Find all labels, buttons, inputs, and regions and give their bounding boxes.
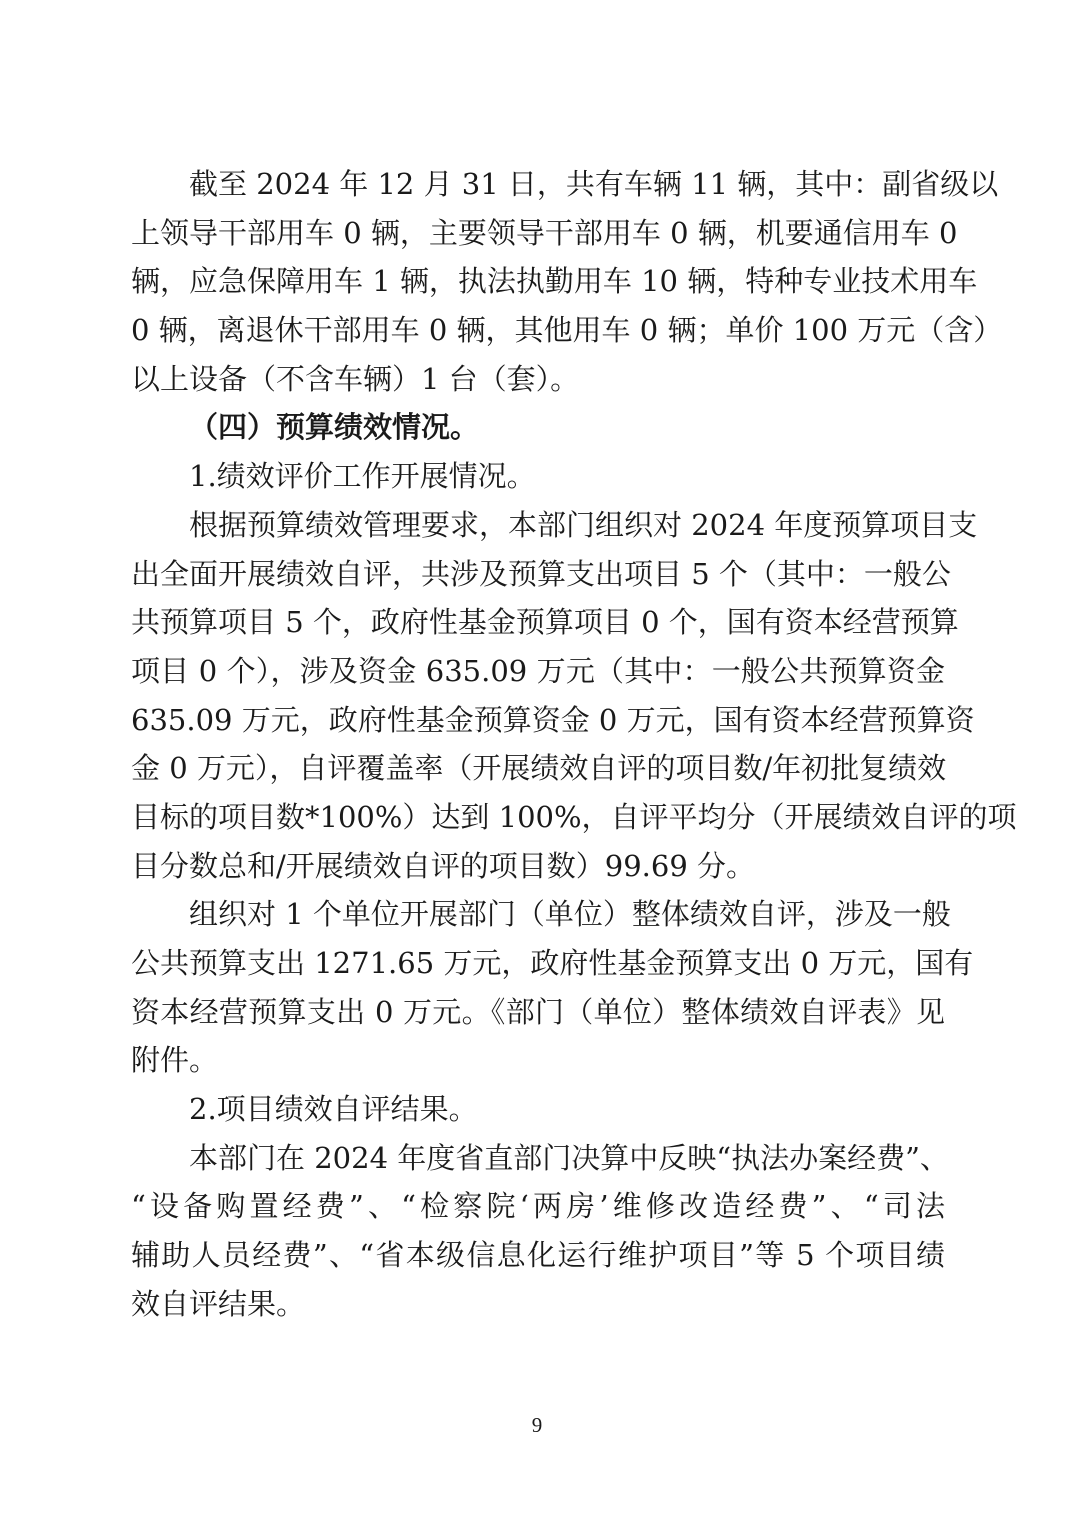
text-line: 资本经营预算支出 0 万元。《部门（单位）整体绩效自评表》见 <box>131 994 945 1029</box>
text-line: 根据预算绩效管理要求，本部门组织对 2024 年度预算项目支 <box>189 507 978 542</box>
text-line: “设备购置经费”、“检察院‘两房’维修改造经费”、“司法 <box>131 1189 945 1224</box>
paragraph-project-evaluation <box>131 501 1017 891</box>
text-line: 0 辆，离退休干部用车 0 辆，其他用车 0 辆；单价 100 万元（含） <box>131 313 1003 348</box>
text-line: 以上设备（不含车辆）1 台（套）。 <box>131 361 580 396</box>
text-line: 上领导干部用车 0 辆，主要领导干部用车 0 辆，机要通信用车 0 <box>131 215 958 250</box>
text-line: 截至 2024 年 12 月 31 日，共有车辆 11 辆，其中：副省级以 <box>189 167 999 201</box>
text-line: 出全面开展绩效自评，共涉及预算支出项目 5 个（其中：一般公 <box>131 556 951 591</box>
text-line: 效自评结果。 <box>131 1286 306 1321</box>
text-line: 1.绩效评价工作开展情况。 <box>189 459 536 494</box>
page-number: 9 <box>531 1413 543 1437</box>
text-line: 金 0 万元），自评覆盖率（开展绩效自评的项目数/年初批复绩效 <box>131 751 947 786</box>
text-line: 本部门在 2024 年度省直部门决算中反映“执法办案经费”、 <box>189 1140 949 1175</box>
text-line: 635.09 万元，政府性基金预算资金 0 万元，国有资本经营预算资 <box>131 702 975 737</box>
paragraph-overall-evaluation <box>131 890 974 1085</box>
text-line: 共预算项目 5 个，政府性基金预算项目 0 个，国有资本经营预算 <box>131 605 959 640</box>
heading-line: （四）预算绩效情况。 <box>189 410 480 445</box>
text-line: 附件。 <box>131 1043 219 1078</box>
text-line: 组织对 1 个单位开展部门（单位）整体绩效自评，涉及一般 <box>189 897 951 932</box>
text-line: 项目 0 个），涉及资金 635.09 万元（其中：一般公共预算资金 <box>131 653 945 688</box>
text-line: 2.项目绩效自评结果。 <box>189 1092 478 1127</box>
document-body <box>131 160 1017 1329</box>
subheading-results <box>131 1085 945 1134</box>
text-line: 公共预算支出 1271.65 万元，政府性基金预算支出 0 万元，国有 <box>131 946 974 980</box>
paragraph-vehicles <box>131 160 1003 403</box>
subheading-evaluation <box>131 452 945 501</box>
text-line: 目分数总和/开展绩效自评的项目数）99.69 分。 <box>131 848 756 883</box>
text-line: 辅助人员经费”、“省本级信息化运行维护项目”等 5 个项目绩 <box>131 1238 945 1273</box>
text-line: 辆，应急保障用车 1 辆，执法执勤用车 10 辆，特种专业技术用车 <box>131 264 978 299</box>
paragraph-project-results <box>131 1134 949 1329</box>
text-line: 目标的项目数*100%）达到 100%，自评平均分（开展绩效自评的项 <box>131 799 1017 834</box>
section-heading <box>131 403 945 452</box>
